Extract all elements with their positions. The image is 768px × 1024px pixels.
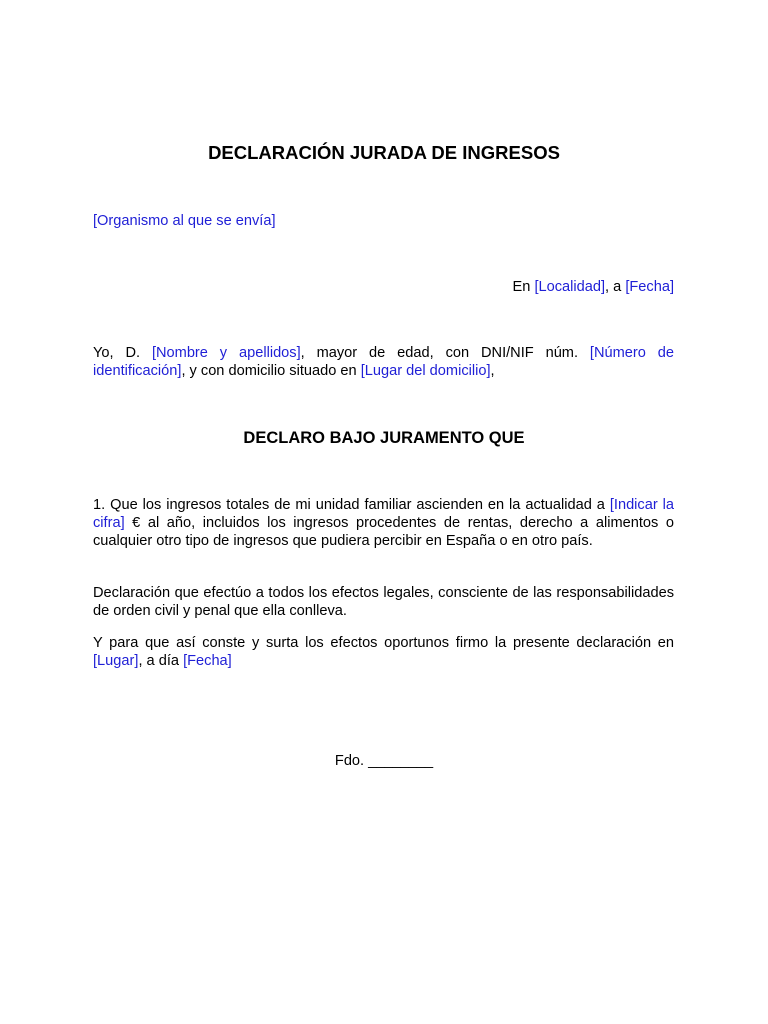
address-field: [Lugar del domicilio] <box>360 363 491 379</box>
place-date-line <box>93 278 674 296</box>
locality-field: [Localidad] <box>534 279 606 295</box>
recipient-field: [Organismo al que se envía] <box>93 213 276 229</box>
name-field: [Nombre y apellidos] <box>151 345 301 361</box>
identity-text-1: Yo, D. <box>93 345 152 361</box>
identity-text-3: , y con domicilio situado en <box>181 363 361 379</box>
closing-text-1: Y para que así conste y surta los efectos oportunos firmo la presente declaración en <box>93 635 674 651</box>
closing-paragraph <box>93 634 674 670</box>
recipient-placeholder <box>93 212 674 230</box>
declaration-subtitle: DECLARO BAJO JURAMENTO QUE <box>243 429 525 447</box>
identity-text-4: , <box>490 363 495 379</box>
clause-1-paragraph <box>93 496 674 550</box>
amount-field: [Indicar la cifra] <box>93 497 674 531</box>
identity-text-2: , mayor de edad, con DNI/NIF núm. <box>300 345 590 361</box>
clause-1-text-1: 1. Que los ingresos totales de mi unidad familiar ascienden en la actualidad a <box>93 497 610 513</box>
date-field: [Fecha] <box>625 279 674 295</box>
closing-date-field: [Fecha] <box>183 653 232 669</box>
clause-1-text-2: € al año, incluidos los ingresos procedentes de rentas, derecho a alimentos o cualquier otro tipo de ingresos que pudiera percibir en España o en otro país. <box>93 515 674 549</box>
identity-paragraph <box>93 344 674 380</box>
closing-text-2: , a día <box>138 653 184 669</box>
id-number-field: [Número de identificación] <box>93 345 675 379</box>
document-title: DECLARACIÓN JURADA DE INGRESOS <box>208 142 560 163</box>
place-middle: , a <box>605 279 626 295</box>
place-prefix: En <box>512 279 535 295</box>
signature-line: Fdo. ________ <box>334 753 434 769</box>
statement-paragraph: Declaración que efectúo a todos los efectos legales, consciente de las responsabilidades de orden civil y penal que ella conlleva. <box>93 585 674 619</box>
closing-place-field: [Lugar] <box>93 653 139 669</box>
